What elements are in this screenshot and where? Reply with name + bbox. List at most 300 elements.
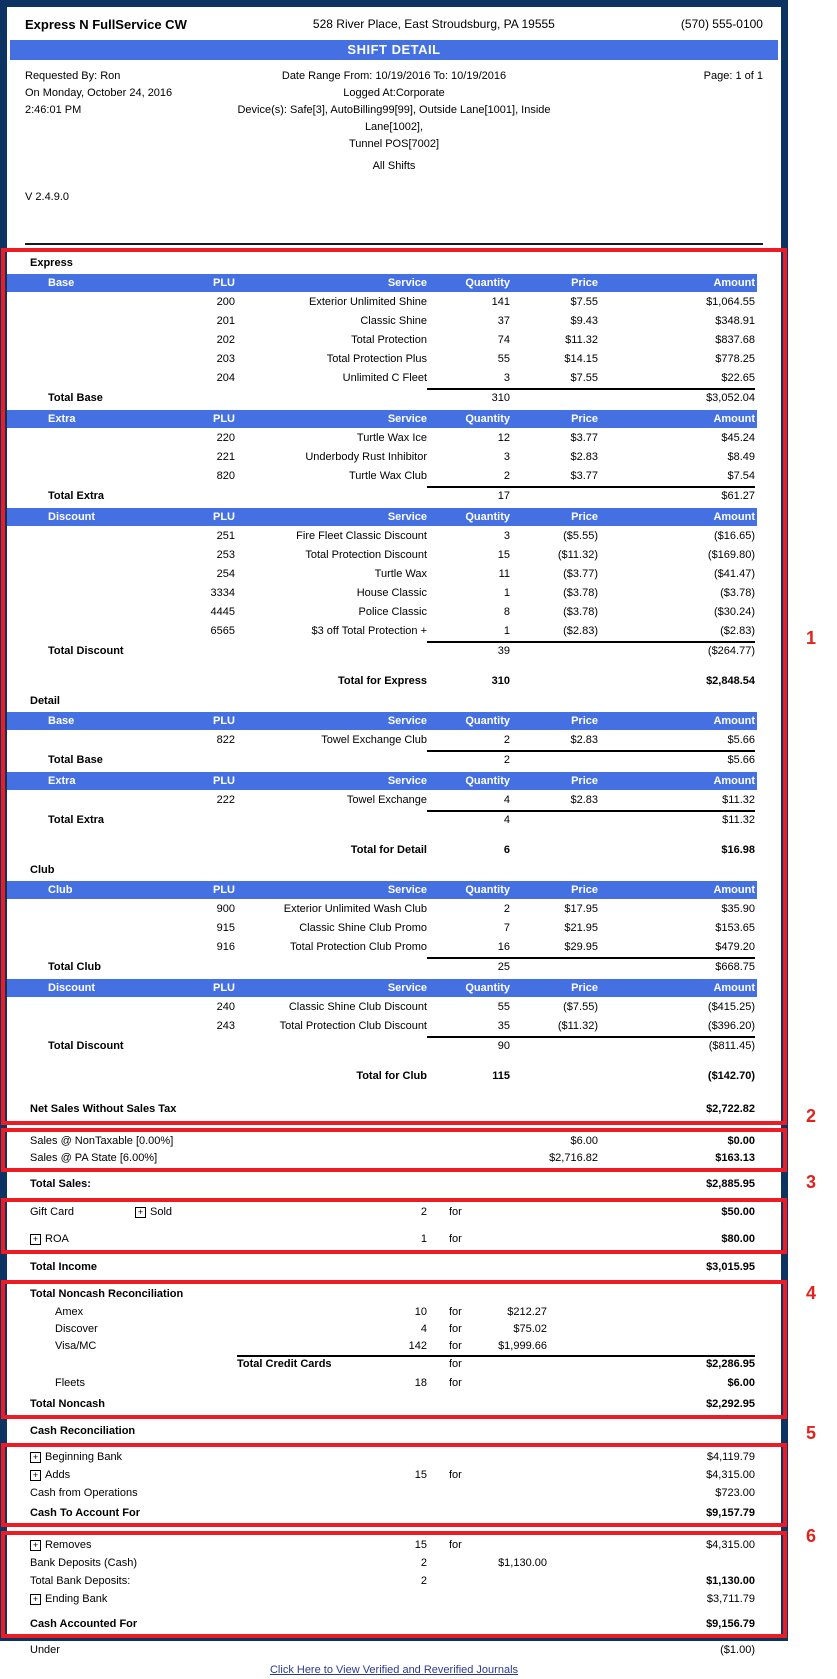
row-service: Towel Exchange Club bbox=[321, 734, 427, 746]
table-row bbox=[7, 350, 757, 369]
table-header-band bbox=[7, 410, 757, 428]
annotation-number-3: 3 bbox=[805, 1172, 816, 1192]
roa-qty: 1 bbox=[420, 1233, 427, 1245]
version-label: V 2.4.9.0 bbox=[25, 191, 70, 203]
report-info bbox=[25, 68, 763, 175]
row-service: Fire Fleet Classic Discount bbox=[296, 530, 427, 542]
column-category: Base bbox=[48, 277, 75, 289]
table-total-amount: $668.75 bbox=[715, 961, 755, 973]
cash-from-operations-row bbox=[7, 1484, 757, 1502]
row-amount: $22.65 bbox=[721, 372, 755, 384]
roa-amount: $80.00 bbox=[721, 1233, 755, 1245]
adds-qty: 15 bbox=[414, 1469, 427, 1481]
row-plu: 222 bbox=[216, 794, 235, 806]
annotation-number-5: 5 bbox=[805, 1423, 816, 1443]
card-row bbox=[7, 1338, 757, 1355]
column-quantity: Quantity bbox=[465, 982, 510, 994]
row-plu: 253 bbox=[216, 549, 235, 561]
column-category: Discount bbox=[48, 982, 96, 994]
for-word: for bbox=[449, 1340, 462, 1352]
table-total-label: Total Discount bbox=[48, 1040, 124, 1052]
annotation-box-3 bbox=[1, 1198, 787, 1254]
card-label: Visa/MC bbox=[55, 1340, 97, 1352]
table-total-row bbox=[7, 388, 757, 409]
table-total-quantity: 4 bbox=[503, 814, 510, 826]
noncash-title-row bbox=[7, 1285, 757, 1304]
column-amount: Amount bbox=[713, 982, 755, 994]
row-amount: $837.68 bbox=[715, 334, 755, 346]
row-service: $3 off Total Protection + bbox=[311, 625, 427, 637]
adds-label: Adds bbox=[45, 1469, 71, 1481]
group-total-quantity: 6 bbox=[503, 844, 510, 856]
row-service: Classic Shine Club Discount bbox=[288, 1001, 427, 1013]
report-title: SHIFT DETAIL bbox=[347, 42, 441, 57]
report-title-band bbox=[10, 40, 778, 60]
gift-card-amount: $50.00 bbox=[721, 1206, 755, 1218]
total-sales-label: Total Sales: bbox=[30, 1178, 91, 1190]
table-total-quantity: 25 bbox=[497, 961, 510, 973]
table-row bbox=[7, 791, 757, 810]
annotation-box-5 bbox=[1, 1443, 787, 1527]
table-total-row bbox=[7, 486, 757, 507]
column-price: Price bbox=[571, 715, 598, 727]
table-row bbox=[7, 293, 757, 312]
column-category: Discount bbox=[48, 511, 96, 523]
card-value: $75.02 bbox=[513, 1323, 547, 1335]
row-plu: 243 bbox=[216, 1020, 235, 1032]
table-header-band bbox=[7, 979, 757, 997]
beginning-bank-row bbox=[7, 1448, 757, 1466]
table-total-label: Total Base bbox=[48, 754, 103, 766]
annotation-box-4 bbox=[1, 1280, 787, 1419]
total-bank-deposits-row bbox=[7, 1572, 757, 1590]
cash-reconciliation-title-row bbox=[7, 1423, 757, 1440]
card-row bbox=[7, 1321, 757, 1338]
column-service: Service bbox=[387, 715, 427, 727]
row-plu: 6565 bbox=[210, 625, 235, 637]
for-word: for bbox=[449, 1377, 462, 1389]
tax-label: Sales @ NonTaxable [0.00%] bbox=[30, 1135, 174, 1147]
row-service: Turtle Wax Club bbox=[348, 470, 427, 482]
row-price: ($11.32) bbox=[557, 549, 598, 561]
row-plu: 900 bbox=[216, 903, 235, 915]
beginning-bank-label: Beginning Bank bbox=[45, 1451, 123, 1463]
row-service: Turtle Wax Ice bbox=[356, 432, 427, 444]
bank-deposits-qty: 2 bbox=[420, 1557, 427, 1569]
row-price: $2.83 bbox=[570, 451, 598, 463]
page-number: Page: 1 of 1 bbox=[703, 70, 763, 82]
fleets-row bbox=[7, 1374, 757, 1393]
row-service: Total Protection Club Promo bbox=[290, 941, 427, 953]
group-total-row bbox=[7, 1065, 757, 1086]
column-amount: Amount bbox=[713, 413, 755, 425]
row-amount: $153.65 bbox=[715, 922, 755, 934]
row-plu: 254 bbox=[216, 568, 235, 580]
request-info bbox=[25, 68, 210, 175]
adds-row bbox=[7, 1466, 757, 1484]
expand-icon[interactable]: + bbox=[30, 1234, 41, 1245]
requested-time: 2:46:01 PM bbox=[25, 104, 82, 116]
expand-icon[interactable]: + bbox=[30, 1470, 41, 1481]
view-journals-link[interactable]: Click Here to View Verified and Reverified Journals bbox=[269, 1664, 519, 1676]
row-price: $3.77 bbox=[570, 432, 598, 444]
group-total-quantity: 115 bbox=[492, 1070, 510, 1082]
for-word: for bbox=[449, 1469, 462, 1481]
row-quantity: 141 bbox=[491, 296, 510, 308]
cash-to-account-for-label: Cash To Account For bbox=[30, 1507, 140, 1519]
logged-at: Logged At:Corporate bbox=[343, 87, 445, 99]
removes-amount: $4,315.00 bbox=[706, 1539, 755, 1551]
table-total-quantity: 39 bbox=[497, 645, 510, 657]
group-total-label: Total for Express bbox=[337, 675, 427, 687]
group-total-label: Total for Club bbox=[356, 1070, 427, 1082]
tax-row bbox=[7, 1150, 757, 1167]
column-amount: Amount bbox=[713, 277, 755, 289]
removes-qty: 15 bbox=[414, 1539, 427, 1551]
cash-to-account-for-row bbox=[7, 1502, 757, 1522]
total-noncash-label: Total Noncash bbox=[30, 1398, 105, 1410]
row-service: House Classic bbox=[356, 587, 427, 599]
row-amount: $5.66 bbox=[727, 734, 755, 746]
row-quantity: 3 bbox=[503, 451, 510, 463]
column-service: Service bbox=[387, 511, 427, 523]
row-service: Total Protection Club Discount bbox=[279, 1020, 427, 1032]
annotation-number-6: 6 bbox=[805, 1526, 816, 1546]
expand-icon[interactable]: + bbox=[30, 1540, 41, 1551]
table-row bbox=[7, 527, 757, 546]
table-row bbox=[7, 546, 757, 565]
column-plu: PLU bbox=[213, 715, 235, 727]
row-price: $14.15 bbox=[564, 353, 598, 365]
row-amount: ($415.25) bbox=[707, 1001, 755, 1013]
group-total-amount: $16.98 bbox=[721, 844, 755, 856]
table-total-quantity: 90 bbox=[497, 1040, 510, 1052]
row-amount: $45.24 bbox=[721, 432, 755, 444]
table-total-amount: $3,052.04 bbox=[706, 392, 755, 404]
row-amount: ($41.47) bbox=[714, 568, 755, 580]
card-label: Discover bbox=[55, 1323, 98, 1335]
column-price: Price bbox=[571, 413, 598, 425]
row-service: Exterior Unlimited Shine bbox=[309, 296, 427, 308]
column-amount: Amount bbox=[713, 884, 755, 896]
table-row bbox=[7, 448, 757, 467]
row-service: Total Protection bbox=[351, 334, 427, 346]
bank-deposits-row bbox=[7, 1554, 757, 1572]
card-qty: 4 bbox=[420, 1323, 427, 1335]
row-service: Classic Shine bbox=[360, 315, 427, 327]
cash-reconciliation-title: Cash Reconciliation bbox=[30, 1425, 136, 1437]
row-service: Unlimited C Fleet bbox=[342, 372, 427, 384]
roa-label: ROA bbox=[45, 1233, 69, 1245]
row-quantity: 2 bbox=[503, 903, 510, 915]
table-total-amount: $61.27 bbox=[721, 490, 755, 502]
row-quantity: 3 bbox=[503, 372, 510, 384]
row-plu: 240 bbox=[216, 1001, 235, 1013]
row-price: $29.95 bbox=[564, 941, 598, 953]
card-value: $212.27 bbox=[507, 1306, 547, 1318]
row-price: ($11.32) bbox=[557, 1020, 598, 1032]
range-info bbox=[210, 68, 579, 175]
column-amount: Amount bbox=[713, 715, 755, 727]
removes-row bbox=[7, 1536, 757, 1554]
row-price: ($7.55) bbox=[563, 1001, 598, 1013]
row-price: $17.95 bbox=[564, 903, 598, 915]
ending-bank-amount: $3,711.79 bbox=[706, 1593, 755, 1605]
column-service: Service bbox=[387, 413, 427, 425]
column-price: Price bbox=[571, 982, 598, 994]
row-quantity: 11 bbox=[498, 568, 510, 580]
row-amount: $479.20 bbox=[715, 941, 755, 953]
table-total-amount: $5.66 bbox=[727, 754, 755, 766]
total-credit-cards-row bbox=[7, 1355, 757, 1374]
column-quantity: Quantity bbox=[465, 511, 510, 523]
table-row bbox=[7, 331, 757, 350]
group-total-label: Total for Detail bbox=[350, 844, 427, 856]
card-qty: 10 bbox=[414, 1306, 427, 1318]
table-total-row bbox=[7, 1036, 757, 1057]
row-price: $21.95 bbox=[564, 922, 598, 934]
row-service: Total Protection Plus bbox=[326, 353, 427, 365]
row-service: Police Classic bbox=[358, 606, 427, 618]
devices-line2: Tunnel POS[7002] bbox=[348, 138, 440, 150]
row-amount: $8.49 bbox=[727, 451, 755, 463]
ending-bank-row bbox=[7, 1590, 757, 1608]
row-price: $3.77 bbox=[570, 470, 598, 482]
group-total-quantity: 310 bbox=[491, 675, 510, 687]
row-quantity: 2 bbox=[503, 734, 510, 746]
expand-icon[interactable]: + bbox=[30, 1594, 41, 1605]
row-quantity: 37 bbox=[497, 315, 510, 327]
table-row bbox=[7, 919, 757, 938]
table-header-band bbox=[7, 274, 757, 292]
row-service: Underbody Rust Inhibitor bbox=[305, 451, 427, 463]
for-word: for bbox=[449, 1206, 462, 1218]
row-amount: ($30.24) bbox=[714, 606, 755, 618]
row-amount: $11.32 bbox=[722, 794, 755, 806]
table-total-amount: ($811.45) bbox=[708, 1040, 755, 1052]
net-sales-amount: $2,722.82 bbox=[706, 1103, 755, 1115]
table-total-quantity: 310 bbox=[491, 392, 510, 404]
group-total-amount: ($142.70) bbox=[707, 1070, 755, 1082]
table-row bbox=[7, 584, 757, 603]
fleets-label: Fleets bbox=[55, 1377, 85, 1389]
row-quantity: 55 bbox=[497, 1001, 510, 1013]
annotation-number-1: 1 bbox=[805, 628, 816, 648]
table-row bbox=[7, 938, 757, 957]
row-quantity: 1 bbox=[503, 625, 510, 637]
row-price: $2.83 bbox=[570, 734, 598, 746]
header-divider bbox=[25, 243, 763, 245]
report-header bbox=[25, 17, 763, 35]
row-price: $2.83 bbox=[570, 794, 598, 806]
row-amount: $348.91 bbox=[715, 315, 755, 327]
table-total-row bbox=[7, 641, 757, 662]
column-price: Price bbox=[571, 511, 598, 523]
row-plu: 251 bbox=[216, 530, 235, 542]
row-amount: ($396.20) bbox=[707, 1020, 755, 1032]
table-total-row bbox=[7, 810, 757, 831]
total-bank-deposits-qty: 2 bbox=[420, 1575, 427, 1587]
expand-icon[interactable]: + bbox=[30, 1452, 41, 1463]
total-noncash-amount: $2,292.95 bbox=[706, 1398, 755, 1410]
row-plu: 201 bbox=[216, 315, 235, 327]
table-row bbox=[7, 565, 757, 584]
cash-accounted-for-label: Cash Accounted For bbox=[30, 1618, 138, 1630]
row-amount: $1,064.55 bbox=[706, 296, 755, 308]
row-price: ($3.78) bbox=[563, 606, 598, 618]
total-noncash-row bbox=[7, 1393, 757, 1414]
row-plu: 3334 bbox=[210, 587, 235, 599]
tax-row bbox=[7, 1133, 757, 1150]
row-amount: ($16.65) bbox=[714, 530, 755, 542]
for-word: for bbox=[449, 1233, 462, 1245]
row-price: ($3.77) bbox=[563, 568, 598, 580]
column-plu: PLU bbox=[213, 511, 235, 523]
tax-label: Sales @ PA State [6.00%] bbox=[30, 1152, 158, 1164]
column-plu: PLU bbox=[213, 277, 235, 289]
group-total-row bbox=[7, 839, 757, 860]
table-total-amount: ($264.77) bbox=[707, 645, 755, 657]
table-header-band bbox=[7, 508, 757, 526]
table-total-quantity: 17 bbox=[497, 490, 510, 502]
shifts-scope: All Shifts bbox=[372, 160, 416, 172]
total-sales-amount: $2,885.95 bbox=[706, 1178, 755, 1190]
cash-from-operations-amount: $723.00 bbox=[715, 1487, 755, 1499]
row-amount: ($2.83) bbox=[720, 625, 755, 637]
row-service: Towel Exchange bbox=[346, 794, 427, 806]
row-price: ($2.83) bbox=[563, 625, 598, 637]
table-total-label: Total Extra bbox=[48, 814, 105, 826]
row-quantity: 7 bbox=[503, 922, 510, 934]
column-plu: PLU bbox=[213, 775, 235, 787]
row-quantity: 1 bbox=[503, 587, 510, 599]
removes-label: Removes bbox=[45, 1539, 92, 1551]
section-label: Detail bbox=[30, 695, 60, 707]
row-amount: $778.25 bbox=[715, 353, 755, 365]
table-total-quantity: 2 bbox=[503, 754, 510, 766]
table-total-label: Total Discount bbox=[48, 645, 124, 657]
column-category: Extra bbox=[48, 775, 76, 787]
table-header-band bbox=[7, 881, 757, 899]
gift-card-group-label: Gift Card bbox=[30, 1206, 75, 1218]
date-range: Date Range From: 10/19/2016 To: 10/19/2016 bbox=[281, 70, 507, 82]
row-quantity: 12 bbox=[497, 432, 510, 444]
cash-accounted-for-row bbox=[7, 1613, 757, 1633]
row-amount: $35.90 bbox=[721, 903, 755, 915]
row-plu: 915 bbox=[216, 922, 235, 934]
row-plu: 220 bbox=[216, 432, 235, 444]
column-category: Extra bbox=[48, 413, 76, 425]
row-quantity: 16 bbox=[497, 941, 510, 953]
row-quantity: 74 bbox=[497, 334, 510, 346]
table-total-row bbox=[7, 750, 757, 771]
company-address: 528 River Place, East Stroudsburg, PA 19555 bbox=[312, 17, 555, 31]
roa-row bbox=[7, 1230, 757, 1249]
column-plu: PLU bbox=[213, 982, 235, 994]
for-word: for bbox=[449, 1323, 462, 1335]
table-row bbox=[7, 900, 757, 919]
column-quantity: Quantity bbox=[465, 277, 510, 289]
row-quantity: 4 bbox=[503, 794, 510, 806]
row-amount: $7.54 bbox=[727, 470, 755, 482]
column-service: Service bbox=[387, 884, 427, 896]
row-quantity: 55 bbox=[497, 353, 510, 365]
row-plu: 202 bbox=[216, 334, 235, 346]
column-quantity: Quantity bbox=[465, 884, 510, 896]
table-row bbox=[7, 467, 757, 486]
card-row bbox=[7, 1304, 757, 1321]
row-price: $7.55 bbox=[570, 372, 598, 384]
net-sales-row bbox=[7, 1098, 757, 1120]
company-name: Express N FullService CW bbox=[25, 17, 187, 32]
column-category: Club bbox=[48, 884, 73, 896]
row-quantity: 35 bbox=[497, 1020, 510, 1032]
tax-amount: $0.00 bbox=[727, 1135, 755, 1147]
fleets-qty: 18 bbox=[414, 1377, 427, 1389]
row-plu: 822 bbox=[216, 734, 235, 746]
row-service: Total Protection Discount bbox=[305, 549, 427, 561]
total-sales-row bbox=[7, 1174, 757, 1195]
row-plu: 203 bbox=[216, 353, 235, 365]
total-income-label: Total Income bbox=[30, 1261, 98, 1273]
total-income-row bbox=[7, 1257, 757, 1277]
row-plu: 221 bbox=[216, 451, 235, 463]
column-price: Price bbox=[571, 775, 598, 787]
total-income-amount: $3,015.95 bbox=[706, 1261, 755, 1273]
bank-deposits-value: $1,130.00 bbox=[498, 1557, 547, 1569]
table-header-band bbox=[7, 772, 757, 790]
gift-card-sold-row bbox=[7, 1203, 757, 1222]
fleets-amount: $6.00 bbox=[727, 1377, 755, 1389]
table-total-label: Total Base bbox=[48, 392, 103, 404]
section-label: Express bbox=[30, 257, 73, 269]
tax-base: $2,716.82 bbox=[549, 1152, 598, 1164]
column-plu: PLU bbox=[213, 413, 235, 425]
annotation-number-4: 4 bbox=[805, 1283, 816, 1303]
total-credit-cards-label: Total Credit Cards bbox=[237, 1358, 332, 1370]
row-price: $9.43 bbox=[570, 315, 598, 327]
row-price: ($5.55) bbox=[563, 530, 598, 542]
row-plu: 204 bbox=[216, 372, 235, 384]
annotation-box-1 bbox=[1, 248, 787, 1125]
under-row bbox=[7, 1641, 757, 1659]
beginning-bank-amount: $4,119.79 bbox=[706, 1451, 755, 1463]
row-quantity: 3 bbox=[503, 530, 510, 542]
column-plu: PLU bbox=[213, 884, 235, 896]
row-service: Classic Shine Club Promo bbox=[299, 922, 427, 934]
row-quantity: 2 bbox=[503, 470, 510, 482]
row-amount: ($169.80) bbox=[707, 549, 755, 561]
row-plu: 200 bbox=[216, 296, 235, 308]
table-total-row bbox=[7, 957, 757, 978]
column-service: Service bbox=[387, 982, 427, 994]
table-row bbox=[7, 731, 757, 750]
row-plu: 4445 bbox=[210, 606, 235, 618]
annotation-number-2: 2 bbox=[805, 1106, 816, 1126]
sales-detail-tables bbox=[7, 253, 781, 1086]
adds-amount: $4,315.00 bbox=[706, 1469, 755, 1481]
row-plu: 916 bbox=[216, 941, 235, 953]
requested-by: Requested By: Ron bbox=[25, 70, 121, 82]
noncash-title: Total Noncash Reconciliation bbox=[30, 1288, 184, 1300]
table-total-label: Total Extra bbox=[48, 490, 105, 502]
table-row bbox=[7, 622, 757, 641]
expand-icon[interactable]: + bbox=[135, 1207, 146, 1218]
under-label: Under bbox=[30, 1644, 60, 1656]
table-row bbox=[7, 1017, 757, 1036]
column-service: Service bbox=[387, 775, 427, 787]
row-quantity: 8 bbox=[503, 606, 510, 618]
